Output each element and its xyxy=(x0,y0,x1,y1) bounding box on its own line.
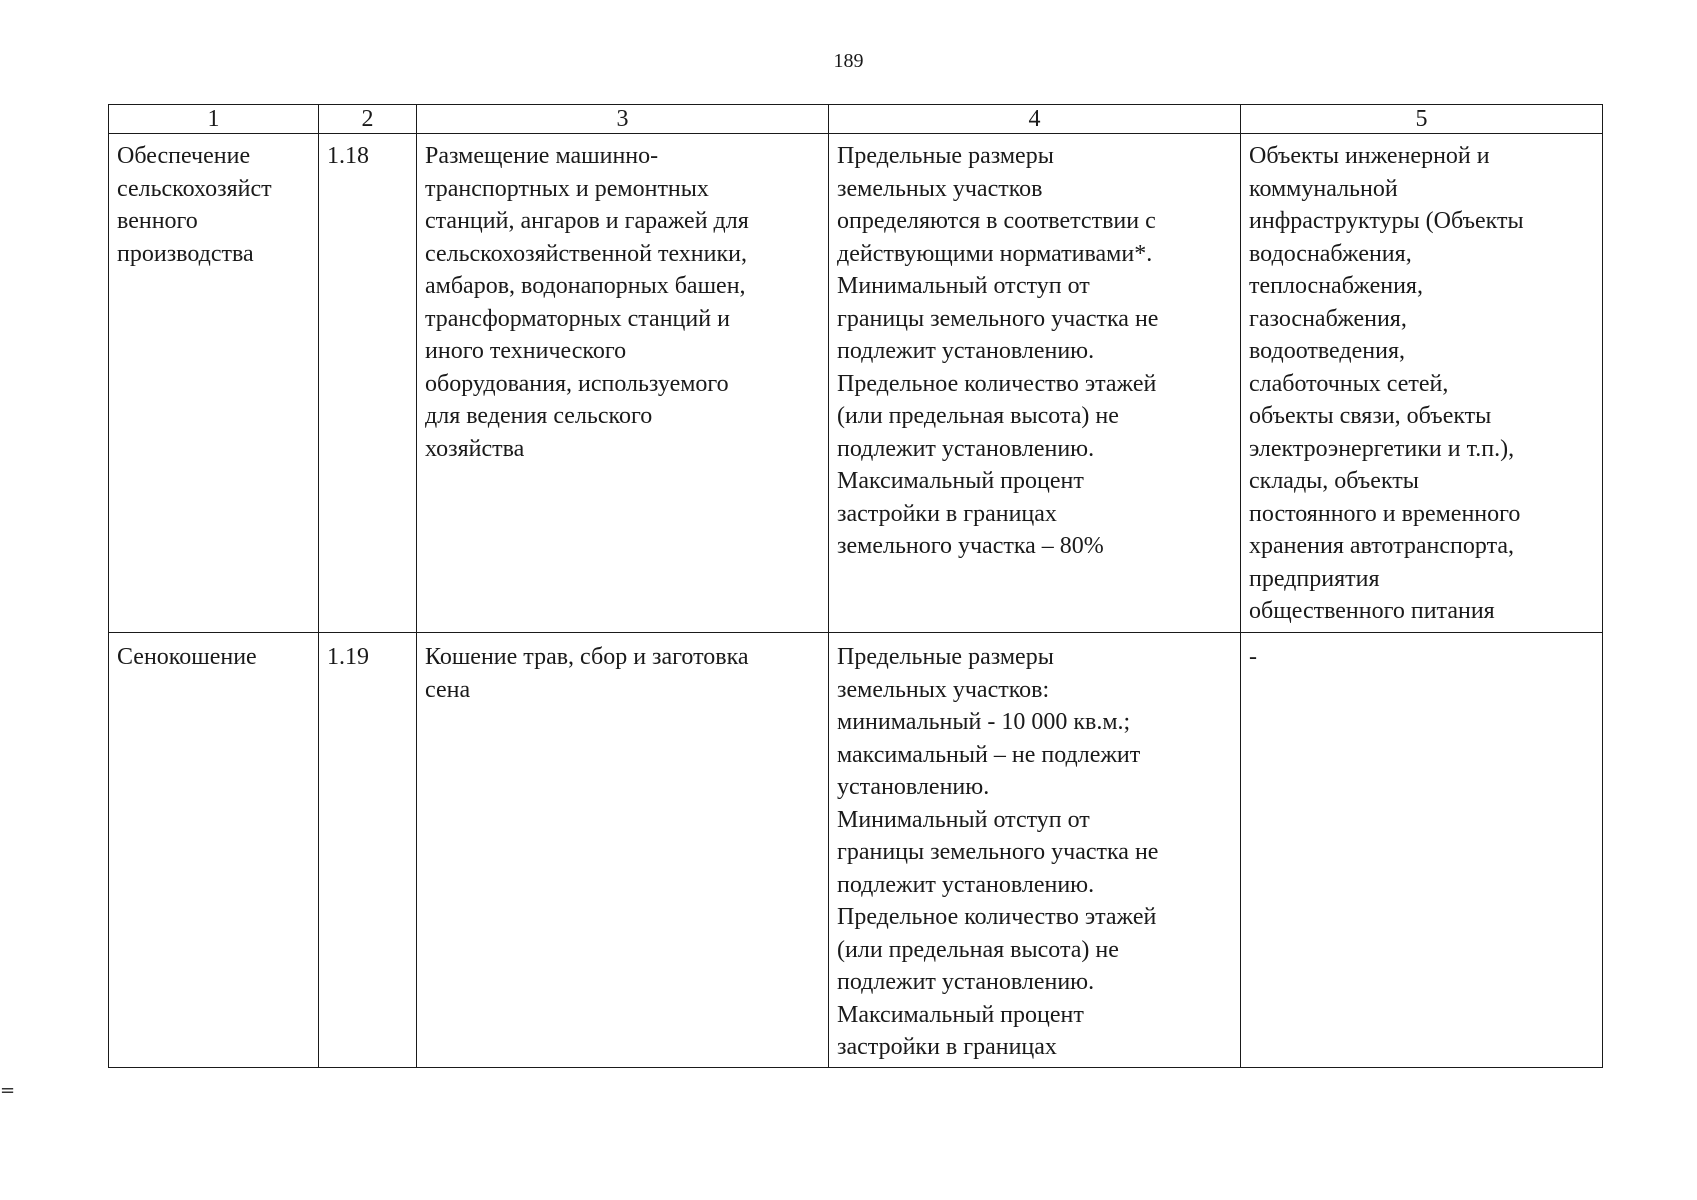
land-use-type-cell: Сенокошение xyxy=(109,633,319,1068)
page-number: 189 xyxy=(833,50,864,72)
regulations-table xyxy=(108,104,1603,1068)
description-cell: Кошение трав, сбор и заготовка сена xyxy=(417,633,829,1068)
description-cell: Размещение машинно- транспортных и ремонтных станций, ангаров и гаражей для сельскохозяйственной техники, амбаров, водонапорных башен, трансформаторных станций и иного технического оборудования, используемого для ведения сельского хозяйства xyxy=(417,134,829,633)
margin-mark: = xyxy=(0,1080,16,1101)
table-row xyxy=(109,633,1603,1068)
column-header-4: 4 xyxy=(829,105,1241,134)
auxiliary-uses-cell: Объекты инженерной и коммунальной инфраструктуры (Объекты водоснабжения, теплоснабжения, газоснабжения, водоотведения, слаботочных сетей, объекты связи, объекты электроэнергетики и т.п.), склады, объекты постоянного и временного хранения автотранспорта, предприятия общественного питания xyxy=(1241,134,1603,633)
table-header-row xyxy=(109,105,1603,134)
table-row xyxy=(109,134,1603,633)
parameters-cell: Предельные размеры земельных участков: минимальный - 10 000 кв.м.; максимальный – не подлежит установлению. Минимальный отступ от границы земельного участка не подлежит установлению. Предельное количество этажей (или предельная высота) не подлежит установлению. Максимальный процент застройки в границах xyxy=(829,633,1241,1068)
column-header-2: 2 xyxy=(319,105,417,134)
code-cell: 1.19 xyxy=(319,633,417,1068)
column-header-3: 3 xyxy=(417,105,829,134)
auxiliary-uses-cell: - xyxy=(1241,633,1603,1068)
column-header-5: 5 xyxy=(1241,105,1603,134)
code-cell: 1.18 xyxy=(319,134,417,633)
column-header-1: 1 xyxy=(109,105,319,134)
parameters-cell: Предельные размеры земельных участков определяются в соответствии с действующими нормативами*. Минимальный отступ от границы земельного участка не подлежит установлению. Предельное количество этажей (или предельная высота) не подлежит установлению. Максимальный процент застройки в границах земельного участка – 80% xyxy=(829,134,1241,633)
land-use-type-cell: Обеспечение сельскохозяйст венного производства xyxy=(109,134,319,633)
